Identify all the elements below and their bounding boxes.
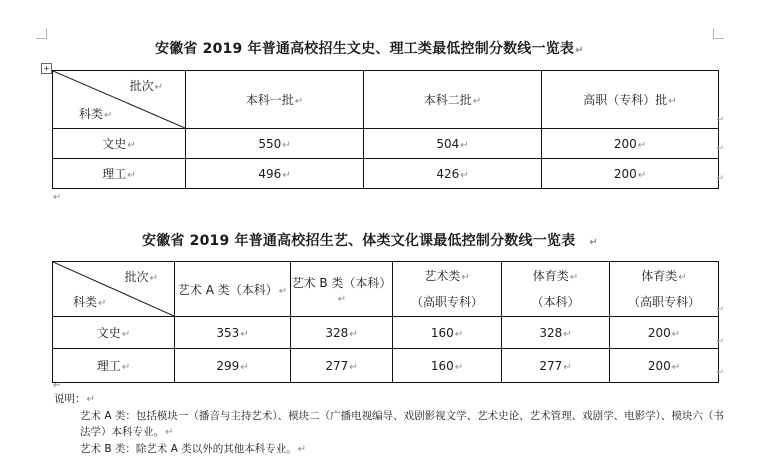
table-row [53,349,719,383]
score-cell: 200↵ [610,349,719,383]
row-category: 文史↵ [53,317,175,349]
table2-diagonal-header: 批次↵ 科类↵ [53,262,175,317]
score-cell: 160↵ [393,317,502,349]
table2 [52,261,719,383]
table2-col-header: 艺术 B 类（本科）↵ [291,262,393,317]
score-cell: 200↵ [542,129,719,159]
page-corner-mark [36,28,47,39]
score-cell: 299↵ [175,349,291,383]
notes-line: 法学）本科专业。↵ [80,426,174,438]
notes-section [54,391,724,458]
table2-col-header: 艺术 A 类（本科）↵ [175,262,291,317]
table1-col-header: 本科二批↵ [364,71,542,129]
table-row [53,317,719,349]
notes-line: 艺术 B 类：除艺术 A 类以外的其他本科专业。↵ [80,443,307,455]
score-cell: 328↵ [502,317,610,349]
table-move-handle-icon[interactable]: + [41,63,52,74]
paragraph-mark: ↵ [575,45,584,56]
table1-col-header: 高职（专科）批↵ [542,71,719,129]
score-cell: 277↵ [502,349,610,383]
score-cell: 200↵ [610,317,719,349]
paragraph-mark: ↵ [716,115,724,125]
paragraph-mark: ↵ [53,380,62,391]
score-cell: 277↵ [291,349,393,383]
row-category: 理工↵ [53,159,186,189]
paragraph-mark: ↵ [589,237,598,248]
row-category: 理工↵ [53,349,175,383]
score-cell: 504↵ [364,129,542,159]
score-cell: 550↵ [186,129,364,159]
score-cell: 426↵ [364,159,542,189]
score-cell: 160↵ [393,349,502,383]
table2-col-header: 体育类↵ （高职专科） [610,262,719,317]
paragraph-mark: ↵ [53,192,62,203]
table-row [53,159,719,189]
paragraph-mark: ↵ [716,305,724,315]
paragraph-mark: ↵ [716,174,724,184]
table2-title: 安徽省 2019 年普通高校招生艺、体类文化课最低控制分数线一览表 ↵ [142,233,598,249]
paragraph-mark: ↵ [716,368,724,378]
score-cell: 496↵ [186,159,364,189]
notes-line: 艺术 A 类：包括模块一（播音与主持艺术）、模块二（广播电视编导、戏剧影视文学、艺术史论、艺术管理、戏剧学、电影学）、模块六（书 [80,410,724,422]
notes-heading: 说明：↵ [54,393,95,405]
table2-col-header: 体育类↵ （本科） [502,262,610,317]
row-category: 文史↵ [53,129,186,159]
score-cell: 200↵ [542,159,719,189]
page-corner-mark [713,28,724,39]
paragraph-mark: ↵ [716,144,724,154]
paragraph-mark: ↵ [716,337,724,347]
table1-title: 安徽省 2019 年普通高校招生文史、理工类最低控制分数线一览表↵ [155,41,584,57]
score-cell: 328↵ [291,317,393,349]
table-row [53,262,719,317]
table2-col-header: 艺术类↵ （高职专科） [393,262,502,317]
table-row [53,129,719,159]
diagonal-line [53,71,185,128]
table1 [52,70,719,189]
table1-diagonal-header: 批次↵ 科类↵ [53,71,186,129]
score-cell: 353↵ [175,317,291,349]
table-row [53,71,719,129]
table1-col-header: 本科一批↵ [186,71,364,129]
